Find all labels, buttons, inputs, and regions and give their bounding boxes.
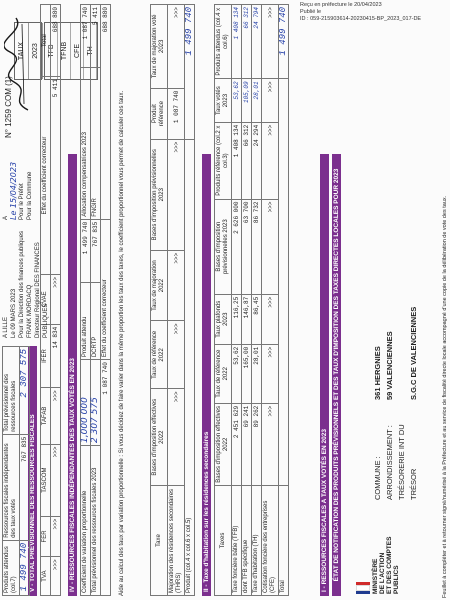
section2-table: Taxe Bases d'imposition effectives 2022 Taux de référence 2022 Taux de majoration 2022 Bases d'imposition prévisionnelles 2023 Produit référence Taux de majoration voté 2023 Majoration des résidences secondaires (THRS) >>> >>> >>> >>> 1 087 740 >>> Produit (col.4 x col.6 x col.5) 1 499 740 — [150, 4, 195, 596]
ministry-logo — [356, 504, 400, 594]
arrondissement-value: 59 VALENCIENNES — [385, 331, 394, 400]
taux-box: TAUX 2023 — [14, 22, 42, 80]
section2-heading: II - Taxe d'habitation sur les résidences secondaires — [202, 154, 211, 596]
section5-heading: V - TOTAL PRÉVISIONNEL DES RESSOURCES FISCALES — [28, 346, 37, 596]
taux-categories: TFB TFNB CFE TH — [44, 22, 98, 80]
handwritten-rate: 28,01 — [252, 79, 262, 122]
dgfip-signature-block: A LILLE Le 09 MARS 2023 Pour la Direction des finances publiques FRANK MORDACQ Directeur Régional DES FINANCES PUBLIQUES — [3, 230, 49, 338]
handwritten-product: 66 312 — [242, 5, 252, 79]
variation-help-text: Aide au calcul des taux par variation proportionnelle : Si vous décidez de faire varier dans la même proportion les taux des taxes, le coefficient proportionnel vous permet de calculer ces taux. — [119, 90, 125, 596]
form-number: N° 1259 COM (1) — [4, 76, 13, 138]
ministry-name: MINISTÈRE DE L'ACTION ET DES COMPTES PUBLICS — [372, 536, 400, 594]
section1-row-th: Taxe d'habitation (TH) 89 262 28,01 86,45 86 732 24 294 28,01 24 794 — [252, 5, 262, 596]
handwritten-product-total: 1 499 740 — [185, 5, 195, 140]
section1-row-tfb: Taxe foncière bâtie (TFB) 2 451 629 53,62 116,25 2 626 000 1 408 134 53,62 1 408 134 — [232, 5, 242, 596]
handwritten-fiscal-total: 2 307 575 — [91, 360, 101, 446]
section1-table — [214, 4, 289, 596]
title-bar: ÉTAT DE NOTIFICATION DES PRODUITS PRÉVISIONNELS ET DES TAUX D'IMPOSITION DES TAXES DIRECTES LOCALES POUR 2023 — [332, 154, 341, 596]
section1-header-row: Taxes Bases d'imposition effectives 2022 Taux de référence 2022 Taux plafonds 2023 Bases d'imposition prévisionnelles 2023 Produits référence (col.2 x col.3) Taux votés 2023 Produits attendus (col.4 x col.6) — [215, 5, 232, 596]
section4-table: TVA FER TASCOM TAFAB IFER CVAE Effet du coefficient correcteur Total >>> >>> >>> >>> 14 834 >>> 5 411 688 880 — [40, 4, 61, 596]
handwritten-product: 1 408 134 — [232, 5, 242, 79]
mayor-signature — [4, 14, 34, 114]
commune-value: 361 HERGNIES — [373, 346, 382, 400]
handwritten-product: 24 794 — [252, 5, 262, 79]
section1-row-cfe: Cotisation foncière des entreprises (CFE) >>> >>> >>> >>> >>> >>> >>> — [262, 5, 279, 596]
handwritten-rate: 105,09 — [242, 79, 252, 122]
handwritten-date: Le 15/04/2023 — [9, 161, 18, 220]
handwritten-rate: 53,62 — [232, 79, 242, 122]
handwritten-produit: 1 499 740 — [20, 540, 30, 595]
handwritten-total: 1 499 740 — [279, 5, 289, 79]
tresorerie-value: S.G.C DE VALENCIENNES — [409, 306, 418, 400]
footer-note: Feuillet à compléter et à retourner signé/numérisé à la Préfecture et au service de fiscalité directe locale accompagné d'une copie de la délibération de vote des taux. — [442, 195, 448, 598]
section3-table: Coefficient de variation proportionnelle 1,000 000 Produit attendu 1 499 740 Allocation compensatrices 2023 1 087 740 Total prévisionnel des ressources fiscales 2023 2 307 575 DCRTP 767 835 FNGIR 5 411 1 087 740 Effet du coefficient correcteur 688 880 — [80, 4, 111, 596]
section1-heading: I - RESSOURCES FISCALES A TAUX VOTÉS EN 2023 — [320, 154, 329, 596]
prefecture-receipt-stamp: Reçu en préfecture le 20/04/2023 Publié le ID : 059-215903614-20230415-BP_2023_017-DE — [300, 2, 422, 22]
handwritten-total-fiscal: 2 307 575 — [20, 347, 30, 435]
section1-total-row: Total 1 499 740 — [279, 5, 289, 596]
section4-heading: IV - RESSOURCES FISCALES INDÉPENDANTES DES TAUX VOTÉS EN 2023 — [68, 154, 77, 596]
section5-table: Produits attendus (col.7) Ressources fiscales indépendantes des taux votés Total prévisionnel des ressources fiscales 1 499 740 767 835 2 307 575 — [2, 346, 30, 596]
section1-row-tfb-specific: dont TFB spécifique 69 241 165,00 146,87 63 700 66 312 105,09 66 312 — [242, 5, 252, 596]
commune-signature-block: A Le 15/04/2023 Pour le Préfet Pour la Commune — [2, 120, 34, 220]
commune-identification: COMMUNE :361 HERGNIES ARRONDISSEMENT :59 VALENCIENNES TRÉSORERIE INT DU TRÉSORS.G.C DE VALENCIENNES — [373, 306, 418, 500]
french-flag-icon — [356, 582, 370, 594]
handwritten-coefficient: 1,000 000 — [81, 360, 91, 446]
